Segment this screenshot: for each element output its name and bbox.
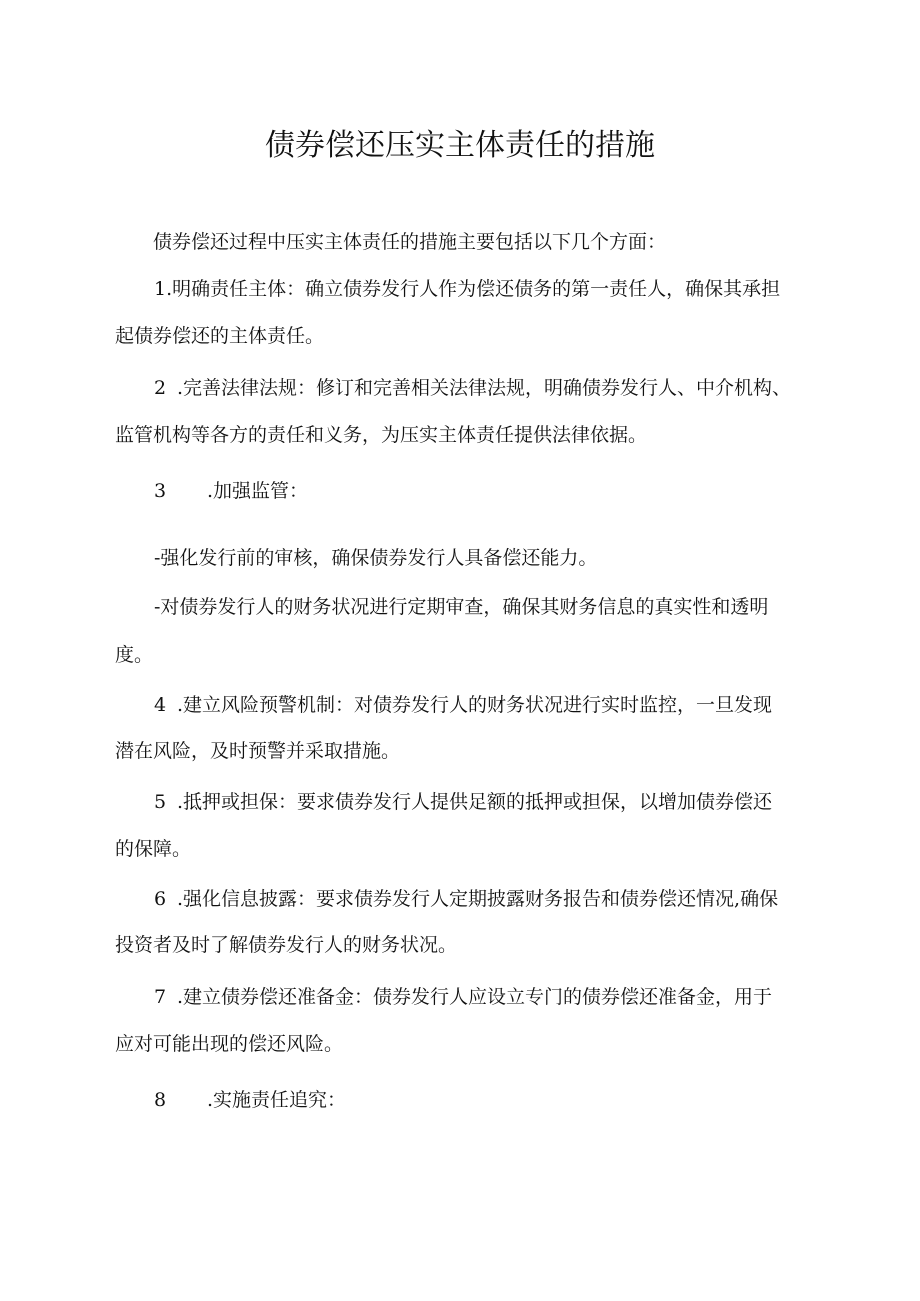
item-6-text: .强化信息披露：要求债券发行人定期披露财务报告和债券偿还情况,确保 — [177, 888, 779, 910]
item-1-line-2: 起债券偿还的主体责任。 — [115, 325, 325, 347]
item-5-line-2: 的保障。 — [115, 838, 192, 860]
item-3-subpoint-1: -强化发行前的审核，确保债券发行人具备偿还能力。 — [154, 547, 598, 569]
item-8-line-1 — [154, 1085, 346, 1115]
item-4-line-1 — [154, 690, 772, 720]
item-7-line-1 — [154, 982, 772, 1012]
item-3-line-1 — [154, 476, 308, 506]
item-2-line-1 — [154, 373, 791, 403]
item-7-line-2: 应对可能出现的偿还风险。 — [115, 1033, 344, 1055]
item-6-line-1 — [154, 884, 778, 914]
item-3-text: .加强监管： — [207, 480, 309, 502]
document-title: 债券偿还压实主体责任的措施 — [265, 128, 655, 163]
item-8-number: 8 — [154, 1089, 167, 1111]
item-3-subpoint-2-line-1: -对债券发行人的财务状况进行定期审查，确保其财务信息的真实性和透明 — [154, 596, 769, 618]
item-8-text: .实施责任追究： — [207, 1089, 347, 1111]
item-2-number: 2 — [154, 377, 167, 399]
item-1-number: 1 — [154, 278, 167, 300]
item-7-number: 7 — [154, 986, 167, 1008]
item-2-text: .完善法律法规：修订和完善相关法律法规，明确债券发行人、中介机构、 — [177, 377, 792, 399]
item-6-number: 6 — [154, 888, 167, 910]
item-1-text: .明确责任主体：确立债券发行人作为偿还债务的第一责任人，确保其承担 — [166, 278, 781, 300]
item-5-text: .抵押或担保：要求债券发行人提供足额的抵押或担保，以增加债券偿还 — [177, 791, 773, 813]
item-2-line-2: 监管机构等各方的责任和义务，为压实主体责任提供法律依据。 — [115, 424, 648, 446]
item-1-line-1 — [154, 274, 780, 304]
item-3-number: 3 — [154, 480, 167, 502]
item-4-text: .建立风险预警机制：对债券发行人的财务状况进行实时监控，一旦发现 — [177, 694, 773, 716]
item-4-line-2: 潜在风险，及时预警并采取措施。 — [115, 740, 401, 762]
item-4-number: 4 — [154, 694, 167, 716]
item-7-text: .建立债券偿还准备金：债券发行人应设立专门的债券偿还准备金，用于 — [177, 986, 773, 1008]
item-6-line-2: 投资者及时了解债券发行人的财务状况。 — [115, 934, 458, 956]
item-5-number: 5 — [154, 791, 167, 813]
item-3-subpoint-2-line-2: 度。 — [115, 644, 154, 666]
item-5-line-1 — [154, 787, 772, 817]
intro-paragraph: 债券偿还过程中压实主体责任的措施主要包括以下几个方面： — [153, 231, 667, 253]
